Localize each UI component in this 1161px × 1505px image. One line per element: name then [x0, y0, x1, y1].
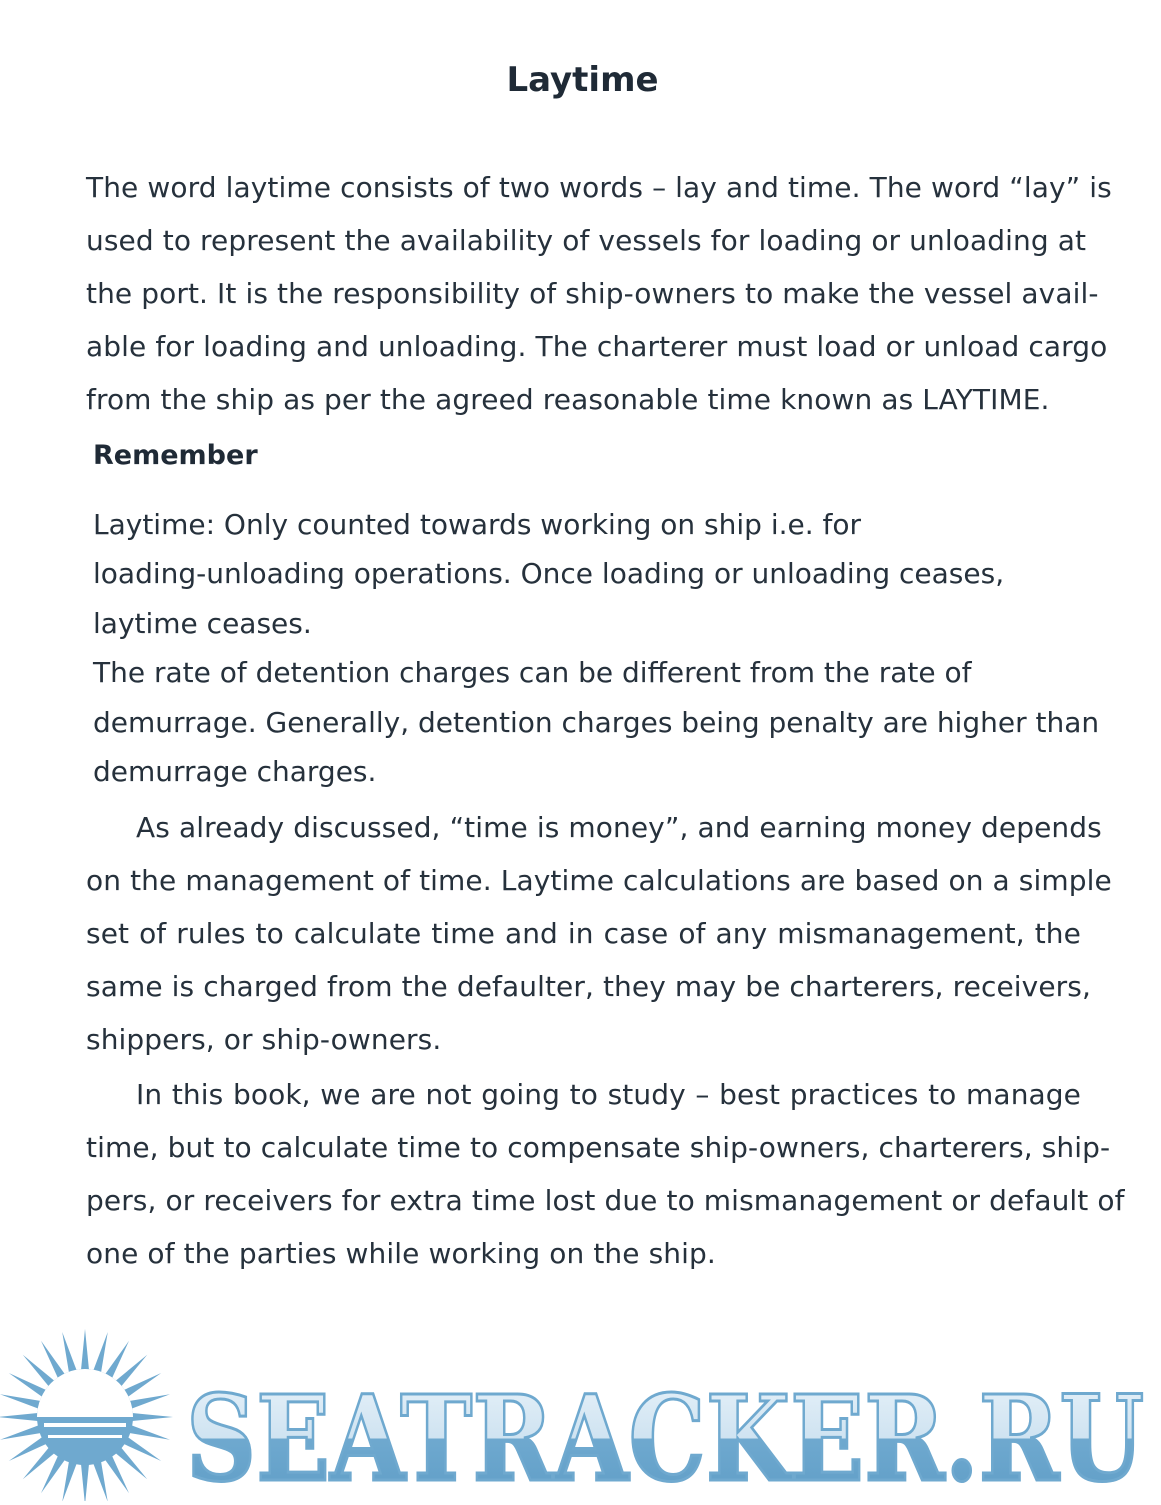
watermark — [0, 1325, 1161, 1501]
text-line: able for loading and unloading. The charterer must load or unload cargo — [86, 330, 1108, 363]
remember-note — [93, 500, 1100, 796]
paragraph-time-is-money — [86, 801, 1112, 1066]
text-line: from the ship as per the agreed reasonable time known as LAYTIME. — [86, 383, 1050, 416]
text-line: As already discussed, “time is money”, and earning money depends — [136, 811, 1102, 844]
watermark-text: SEATRACKER.RU — [186, 1369, 1144, 1501]
remember-heading: Remember — [93, 440, 258, 471]
text-line: one of the parties while working on the ship. — [86, 1237, 716, 1270]
page-title: Laytime — [506, 60, 659, 100]
text-line: In this book, we are not going to study – best practices to manage — [136, 1078, 1081, 1111]
paragraph-laytime-definition — [86, 161, 1112, 426]
text-line: laytime ceases. — [93, 606, 312, 640]
text-line: set of rules to calculate time and in case of any mismanagement, the — [86, 917, 1081, 950]
text-line: same is charged from the defaulter, they may be charterers, receivers, — [86, 970, 1091, 1003]
text-line: pers, or receivers for extra time lost due to mismanagement or default of — [86, 1184, 1125, 1217]
text-line: Laytime: Only counted towards working on ship i.e. for — [93, 508, 862, 541]
text-line: The rate of detention charges can be different from the rate of — [93, 656, 972, 690]
text-line: time, but to calculate time to compensate ship-owners, charterers, ship- — [86, 1131, 1111, 1164]
paragraph-book-scope — [86, 1068, 1125, 1280]
text-line: used to represent the availability of vessels for loading or unloading at — [86, 224, 1087, 257]
watermark-graphic — [0, 1325, 1161, 1501]
text-line: on the management of time. Laytime calculations are based on a simple — [86, 864, 1112, 897]
text-line: demurrage charges. — [93, 755, 377, 789]
text-line: the port. It is the responsibility of ship-owners to make the vessel avail- — [86, 277, 1099, 310]
sun-over-sea-icon — [0, 1329, 173, 1501]
text-line: shippers, or ship-owners. — [86, 1023, 442, 1056]
text-line: loading-unloading operations. Once loading or unloading ceases, — [93, 557, 1005, 591]
text-line: demurrage. Generally, detention charges being penalty are higher than — [93, 705, 1100, 739]
text-line: The word laytime consists of two words – lay and time. The word “lay” is — [86, 171, 1112, 204]
